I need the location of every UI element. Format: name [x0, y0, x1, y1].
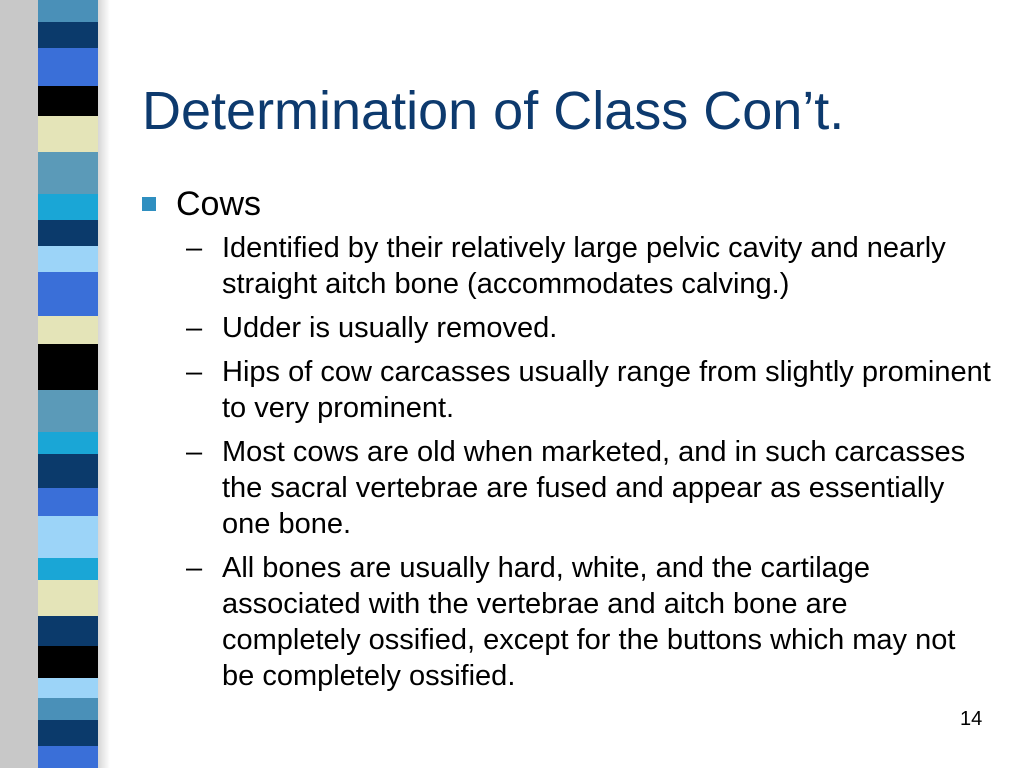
- stripe-block: [38, 86, 98, 116]
- stripe-block: [38, 580, 98, 616]
- stripe-block: [38, 720, 98, 746]
- bullet-item-cows: [142, 182, 1002, 226]
- sub-bullet-text: All bones are usually hard, white, and the cartilage associated with the vertebrae and aitch bone are completely ossified, except for the buttons which may not be completely ossified.: [222, 552, 956, 692]
- stripe-block: [38, 678, 98, 698]
- dash-icon: –: [186, 356, 203, 388]
- stripe-block: [38, 48, 98, 86]
- stripe-bar-shadow: [98, 0, 110, 768]
- stripe-block: [38, 316, 98, 344]
- stripe-block: [38, 432, 98, 454]
- stripe-block: [38, 516, 98, 558]
- stripe-block: [38, 488, 98, 516]
- decorative-stripe-bar: [0, 0, 110, 768]
- sub-bullet-item: [186, 354, 1002, 426]
- stripe-block: [38, 454, 98, 488]
- sub-bullet-text: Udder is usually removed.: [222, 312, 558, 344]
- stripe-block: [38, 152, 98, 194]
- sub-bullet-text: Identified by their relatively large pelvic cavity and nearly straight aitch bone (accommodates calving.): [222, 232, 946, 300]
- slide-title: Determination of Class Con’t.: [142, 81, 845, 141]
- stripe-block: [38, 0, 98, 22]
- sub-bullet-item: [186, 230, 1002, 302]
- dash-icon: –: [186, 552, 203, 584]
- stripe-block: [38, 220, 98, 246]
- square-bullet-icon: [142, 197, 156, 211]
- dash-icon: –: [186, 436, 203, 468]
- sub-bullet-item: [186, 310, 1002, 346]
- stripe-column: [0, 0, 98, 768]
- stripe-block: [38, 390, 98, 432]
- stripe-block: [38, 246, 98, 272]
- stripe-block: [38, 116, 98, 152]
- stripe-block: [38, 558, 98, 580]
- stripe-block: [38, 746, 98, 768]
- page-number: 14: [960, 708, 983, 730]
- sub-bullet-text: Hips of cow carcasses usually range from slightly prominent to very prominent.: [222, 356, 991, 424]
- sub-bullet-item: [186, 550, 1002, 694]
- slide-content: [142, 182, 1002, 702]
- stripe-block: [38, 646, 98, 678]
- bullet-text: Cows: [176, 185, 262, 223]
- dash-icon: –: [186, 232, 203, 264]
- stripe-block: [38, 194, 98, 220]
- dash-icon: –: [186, 312, 203, 344]
- stripe-block: [38, 616, 98, 646]
- sub-bullet-list: [142, 230, 1002, 694]
- sub-bullet-item: [186, 434, 1002, 542]
- stripe-block: [38, 698, 98, 720]
- stripe-block: [38, 344, 98, 390]
- sub-bullet-text: Most cows are old when marketed, and in such carcasses the sacral vertebrae are fused and appear as essentially one bone.: [222, 436, 966, 540]
- stripe-block: [38, 22, 98, 48]
- stripe-block: [38, 272, 98, 316]
